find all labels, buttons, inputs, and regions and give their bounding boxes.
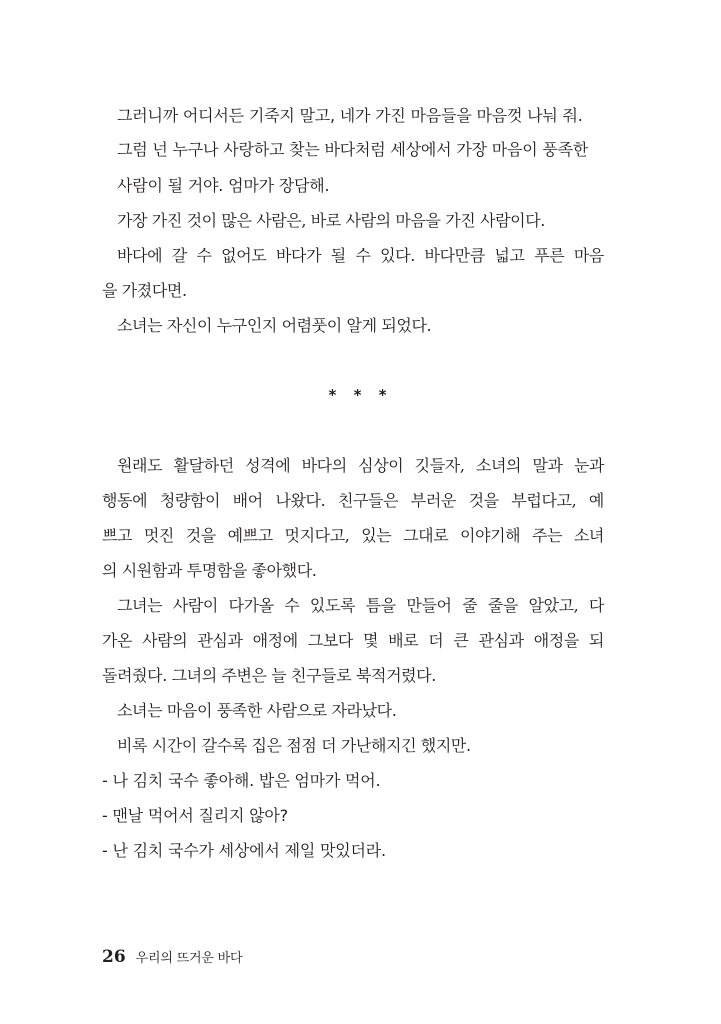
text-line: 쁘고 멋진 것을 예쁘고 멋지다고, 있는 그대로 이야기해 주는 소녀 bbox=[102, 526, 604, 545]
book-title: 우리의 뜨거운 바다 bbox=[135, 951, 243, 966]
text-line: 소녀는 마음이 풍족한 사람으로 자라났다. bbox=[117, 701, 397, 720]
text-line: 행동에 청량함이 배어 나왔다. 친구들은 부러운 것을 부럽다고, 예 bbox=[102, 491, 604, 510]
text-line: 의 시원함과 투명함을 좋아했다. bbox=[102, 561, 317, 580]
dialogue-line: - 난 김치 국수가 세상에서 제일 맛있더라. bbox=[102, 841, 386, 860]
text-line: 소녀는 자신이 누구인지 어렴풋이 알게 되었다. bbox=[117, 316, 432, 335]
text-line: 바다에 갈 수 없어도 바다가 될 수 있다. 바다만큼 넓고 푸른 마음 bbox=[117, 246, 604, 265]
text-line: 그러니까 어디서든 기죽지 말고, 네가 가진 마음들을 마음껏 나눠 줘. bbox=[117, 106, 583, 125]
text-line: 그럼 넌 누구나 사랑하고 찾는 바다처럼 세상에서 가장 마음이 풍족한 bbox=[117, 140, 589, 159]
text-line: 가온 사람의 관심과 애정에 그보다 몇 배로 더 큰 관심과 애정을 되 bbox=[102, 631, 604, 650]
page-number: 26 bbox=[102, 947, 126, 967]
text-line: 원래도 활달하던 성격에 바다의 심상이 깃들자, 소녀의 말과 눈과 bbox=[117, 456, 604, 475]
dialogue-line: - 맨날 먹어서 질리지 않아? bbox=[102, 806, 288, 825]
text-line: 돌려줬다. 그녀의 주변은 늘 친구들로 북적거렸다. bbox=[102, 666, 436, 685]
text-line: 비록 시간이 갈수록 집은 점점 더 가난해지긴 했지만. bbox=[117, 736, 471, 755]
text-line: 을 가졌다면. bbox=[102, 281, 187, 300]
page-footer bbox=[102, 947, 242, 969]
section-separator: * * * bbox=[328, 386, 393, 404]
text-line: 사람이 될 거야. 엄마가 장담해. bbox=[117, 176, 330, 195]
dialogue-line: - 나 김치 국수 좋아해. 밥은 엄마가 먹어. bbox=[102, 771, 381, 790]
text-line: 가장 가진 것이 많은 사람은, 바로 사람의 마음을 가진 사람이다. bbox=[117, 211, 545, 230]
text-line: 그녀는 사람이 다가올 수 있도록 틈을 만들어 줄 줄을 알았고, 다 bbox=[117, 596, 604, 615]
